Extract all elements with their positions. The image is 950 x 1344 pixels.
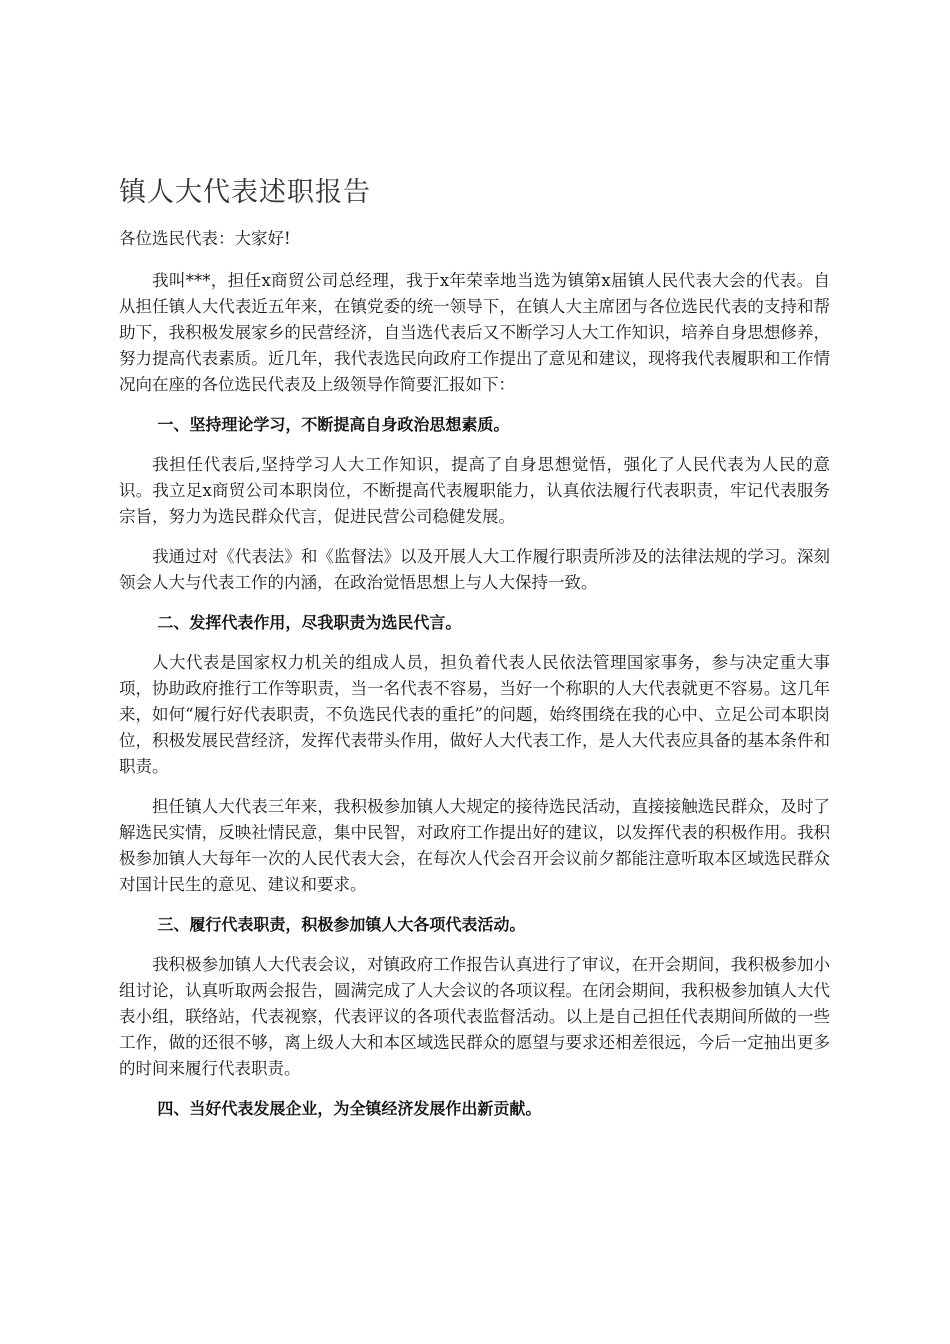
intro-paragraph: 我叫***，担任x商贸公司总经理，我于x年荣幸地当选为镇第x届镇人民代表大会的代表。自从担任镇人大代表近五年来，在镇党委的统一领导下，在镇人大主席团与各位选民代表的支持和帮助下，我积极发展家乡的民营经济，自当选代表后又不断学习人大工作知识，培养自身思想修养，努力提高代表素质。近几年，我代表选民向政府工作提出了意见和建议，现将我代表履职和工作情况向在座的各位选民代表及上级领导作简要汇报如下： xyxy=(119,271,830,394)
paragraph: 我担任代表后,坚持学习人大工作知识，提高了自身思想觉悟，强化了人民代表为人民的意识。我立足x商贸公司本职岗位，不断提高代表履职能力，认真依法履行代表职责，牢记代表服务宗旨，努力为选民群众代言，促进民营公司稳健发展。 xyxy=(119,455,830,526)
section-heading-3: 三、履行代表职责，积极参加镇人大各项代表活动。 xyxy=(157,915,526,934)
paragraph: 我通过对《代表法》和《监督法》以及开展人大工作履行职责所涉及的法律法规的学习。深刻领会人大与代表工作的内涵，在政治觉悟思想上与人大保持一致。 xyxy=(119,547,830,592)
paragraph: 担任镇人大代表三年来，我积极参加镇人大规定的接待选民活动，直接接触选民群众，及时了解选民实情，反映社情民意，集中民智，对政府工作提出好的建议，以发挥代表的积极作用。我积极参加镇人大每年一次的人民代表大会，在每次人代会召开会议前夕都能注意听取本区域选民群众对国计民生的意见、建议和要求。 xyxy=(119,797,830,894)
paragraph: 人大代表是国家权力机关的组成人员，担负着代表人民依法管理国家事务，参与决定重大事项，协助政府推行工作等职责，当一名代表不容易，当好一个称职的人大代表就更不容易。这几年来，如何“履行好代表职责，不负选民代表的重托”的问题，始终围绕在我的心中、立足公司本职岗位，积极发展民营经济，发挥代表带头作用，做好人大代表工作，是人大代表应具备的基本条件和职责。 xyxy=(119,653,830,776)
section-heading-1: 一、坚持理论学习，不断提高自身政治思想素质。 xyxy=(157,415,510,434)
section-heading-2: 二、发挥代表作用，尽我职责为选民代言。 xyxy=(157,613,462,632)
greeting: 各位选民代表：大家好! xyxy=(119,229,291,248)
paragraph: 我积极参加镇人大代表会议，对镇政府工作报告认真进行了审议，在开会期间，我积极参加小组讨论，认真听取两会报告，圆满完成了人大会议的各项议程。在闭会期间，我积极参加镇人大代表小组，联络站，代表视察，代表评议的各项代表监督活动。以上是自己担任代表期间所做的一些工作，做的还很不够，离上级人大和本区域选民群众的愿望与要求还相差很远，今后一定抽出更多的时间来履行代表职责。 xyxy=(119,955,830,1078)
document-title: 镇人大代表述职报告 xyxy=(119,177,371,208)
section-heading-4: 四、当好代表发展企业，为全镇经济发展作出新贡献。 xyxy=(157,1099,542,1118)
document-body xyxy=(119,226,830,1136)
